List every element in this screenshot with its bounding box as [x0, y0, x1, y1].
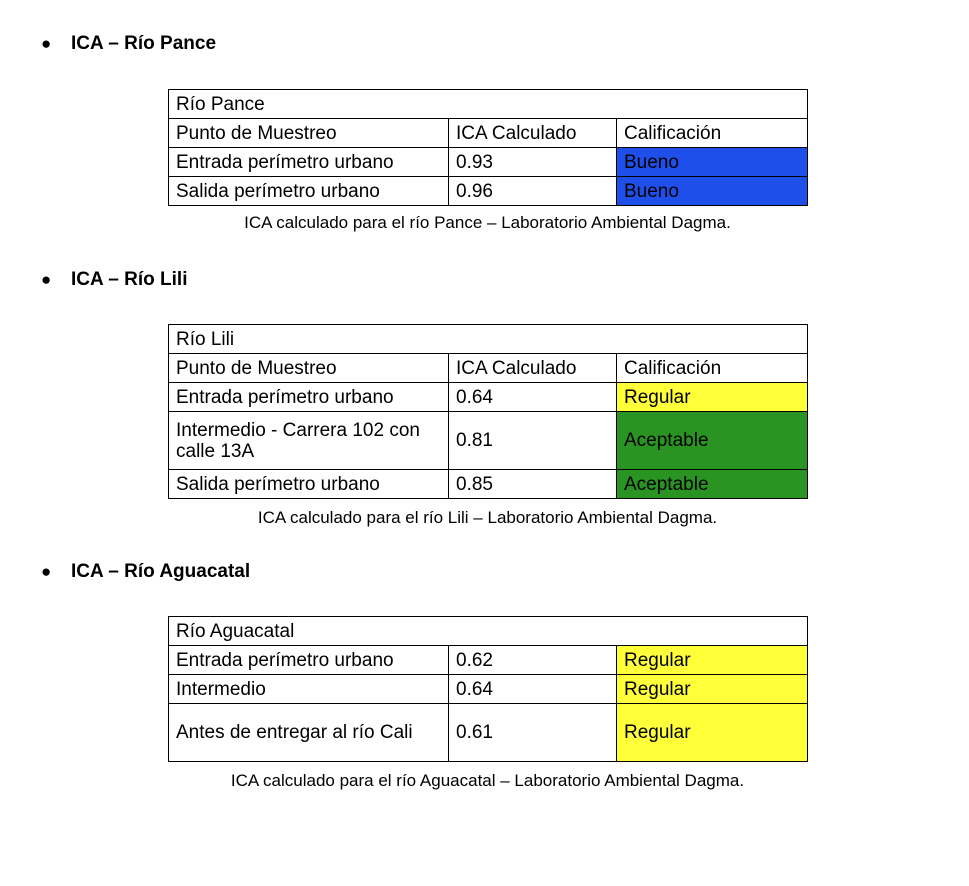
table-title: Río Pance — [169, 90, 808, 119]
bullet-icon: ● — [41, 562, 52, 581]
table-header-row — [169, 354, 808, 383]
cell-calificacion: Aceptable — [617, 412, 808, 470]
table-row — [169, 383, 808, 412]
cell-ica: 0.61 — [449, 704, 617, 762]
table-caption-lili: ICA calculado para el río Lili – Laboratorio Ambiental Dagma. — [257, 508, 718, 527]
header-calificacion: Calificación — [617, 119, 808, 148]
cell-ica: 0.64 — [449, 675, 617, 704]
table-title-row — [169, 325, 808, 354]
header-punto: Punto de Muestreo — [169, 119, 449, 148]
heading-text: ICA – Río Lili — [71, 269, 188, 290]
cell-ica: 0.62 — [449, 646, 617, 675]
section-heading-aguacatal — [41, 561, 250, 583]
cell-calificacion: Aceptable — [617, 470, 808, 499]
table-row — [169, 177, 808, 206]
cell-punto: Salida perímetro urbano — [169, 470, 449, 499]
cell-punto: Salida perímetro urbano — [169, 177, 449, 206]
section-heading-lili — [41, 269, 187, 291]
table-row — [169, 646, 808, 675]
table-title: Río Lili — [169, 325, 808, 354]
cell-calificacion: Regular — [617, 646, 808, 675]
table-caption-pance: ICA calculado para el río Pance – Laboratorio Ambiental Dagma. — [244, 213, 731, 232]
table-title-row — [169, 617, 808, 646]
cell-ica: 0.96 — [449, 177, 617, 206]
table-row — [169, 470, 808, 499]
cell-calificacion: Regular — [617, 383, 808, 412]
section-heading-pance — [41, 33, 216, 55]
cell-punto: Antes de entregar al río Cali — [169, 704, 449, 762]
cell-ica: 0.64 — [449, 383, 617, 412]
header-calificacion: Calificación — [617, 354, 808, 383]
cell-ica: 0.81 — [449, 412, 617, 470]
ica-table-lili — [168, 324, 808, 499]
heading-text: ICA – Río Pance — [71, 33, 217, 54]
bullet-icon: ● — [41, 270, 52, 289]
table-caption-aguacatal: ICA calculado para el río Aguacatal – Laboratorio Ambiental Dagma. — [230, 771, 745, 790]
header-ica: ICA Calculado — [449, 354, 617, 383]
table-title: Río Aguacatal — [169, 617, 808, 646]
cell-punto: Entrada perímetro urbano — [169, 383, 449, 412]
table-header-row — [169, 119, 808, 148]
cell-ica: 0.93 — [449, 148, 617, 177]
ica-table-pance — [168, 89, 808, 206]
bullet-icon: ● — [41, 34, 52, 53]
heading-text: ICA – Río Aguacatal — [71, 561, 251, 582]
cell-punto: Entrada perímetro urbano — [169, 646, 449, 675]
table-title-row — [169, 90, 808, 119]
table-row — [169, 412, 808, 470]
ica-table-aguacatal — [168, 616, 808, 762]
cell-calificacion: Regular — [617, 704, 808, 762]
cell-punto: Intermedio - Carrera 102 con calle 13A — [169, 412, 449, 470]
cell-calificacion: Regular — [617, 675, 808, 704]
header-ica: ICA Calculado — [449, 119, 617, 148]
table-row — [169, 675, 808, 704]
cell-ica: 0.85 — [449, 470, 617, 499]
cell-calificacion: Bueno — [617, 177, 808, 206]
table-row — [169, 148, 808, 177]
header-punto: Punto de Muestreo — [169, 354, 449, 383]
table-row — [169, 704, 808, 762]
cell-calificacion: Bueno — [617, 148, 808, 177]
cell-punto: Entrada perímetro urbano — [169, 148, 449, 177]
cell-punto: Intermedio — [169, 675, 449, 704]
